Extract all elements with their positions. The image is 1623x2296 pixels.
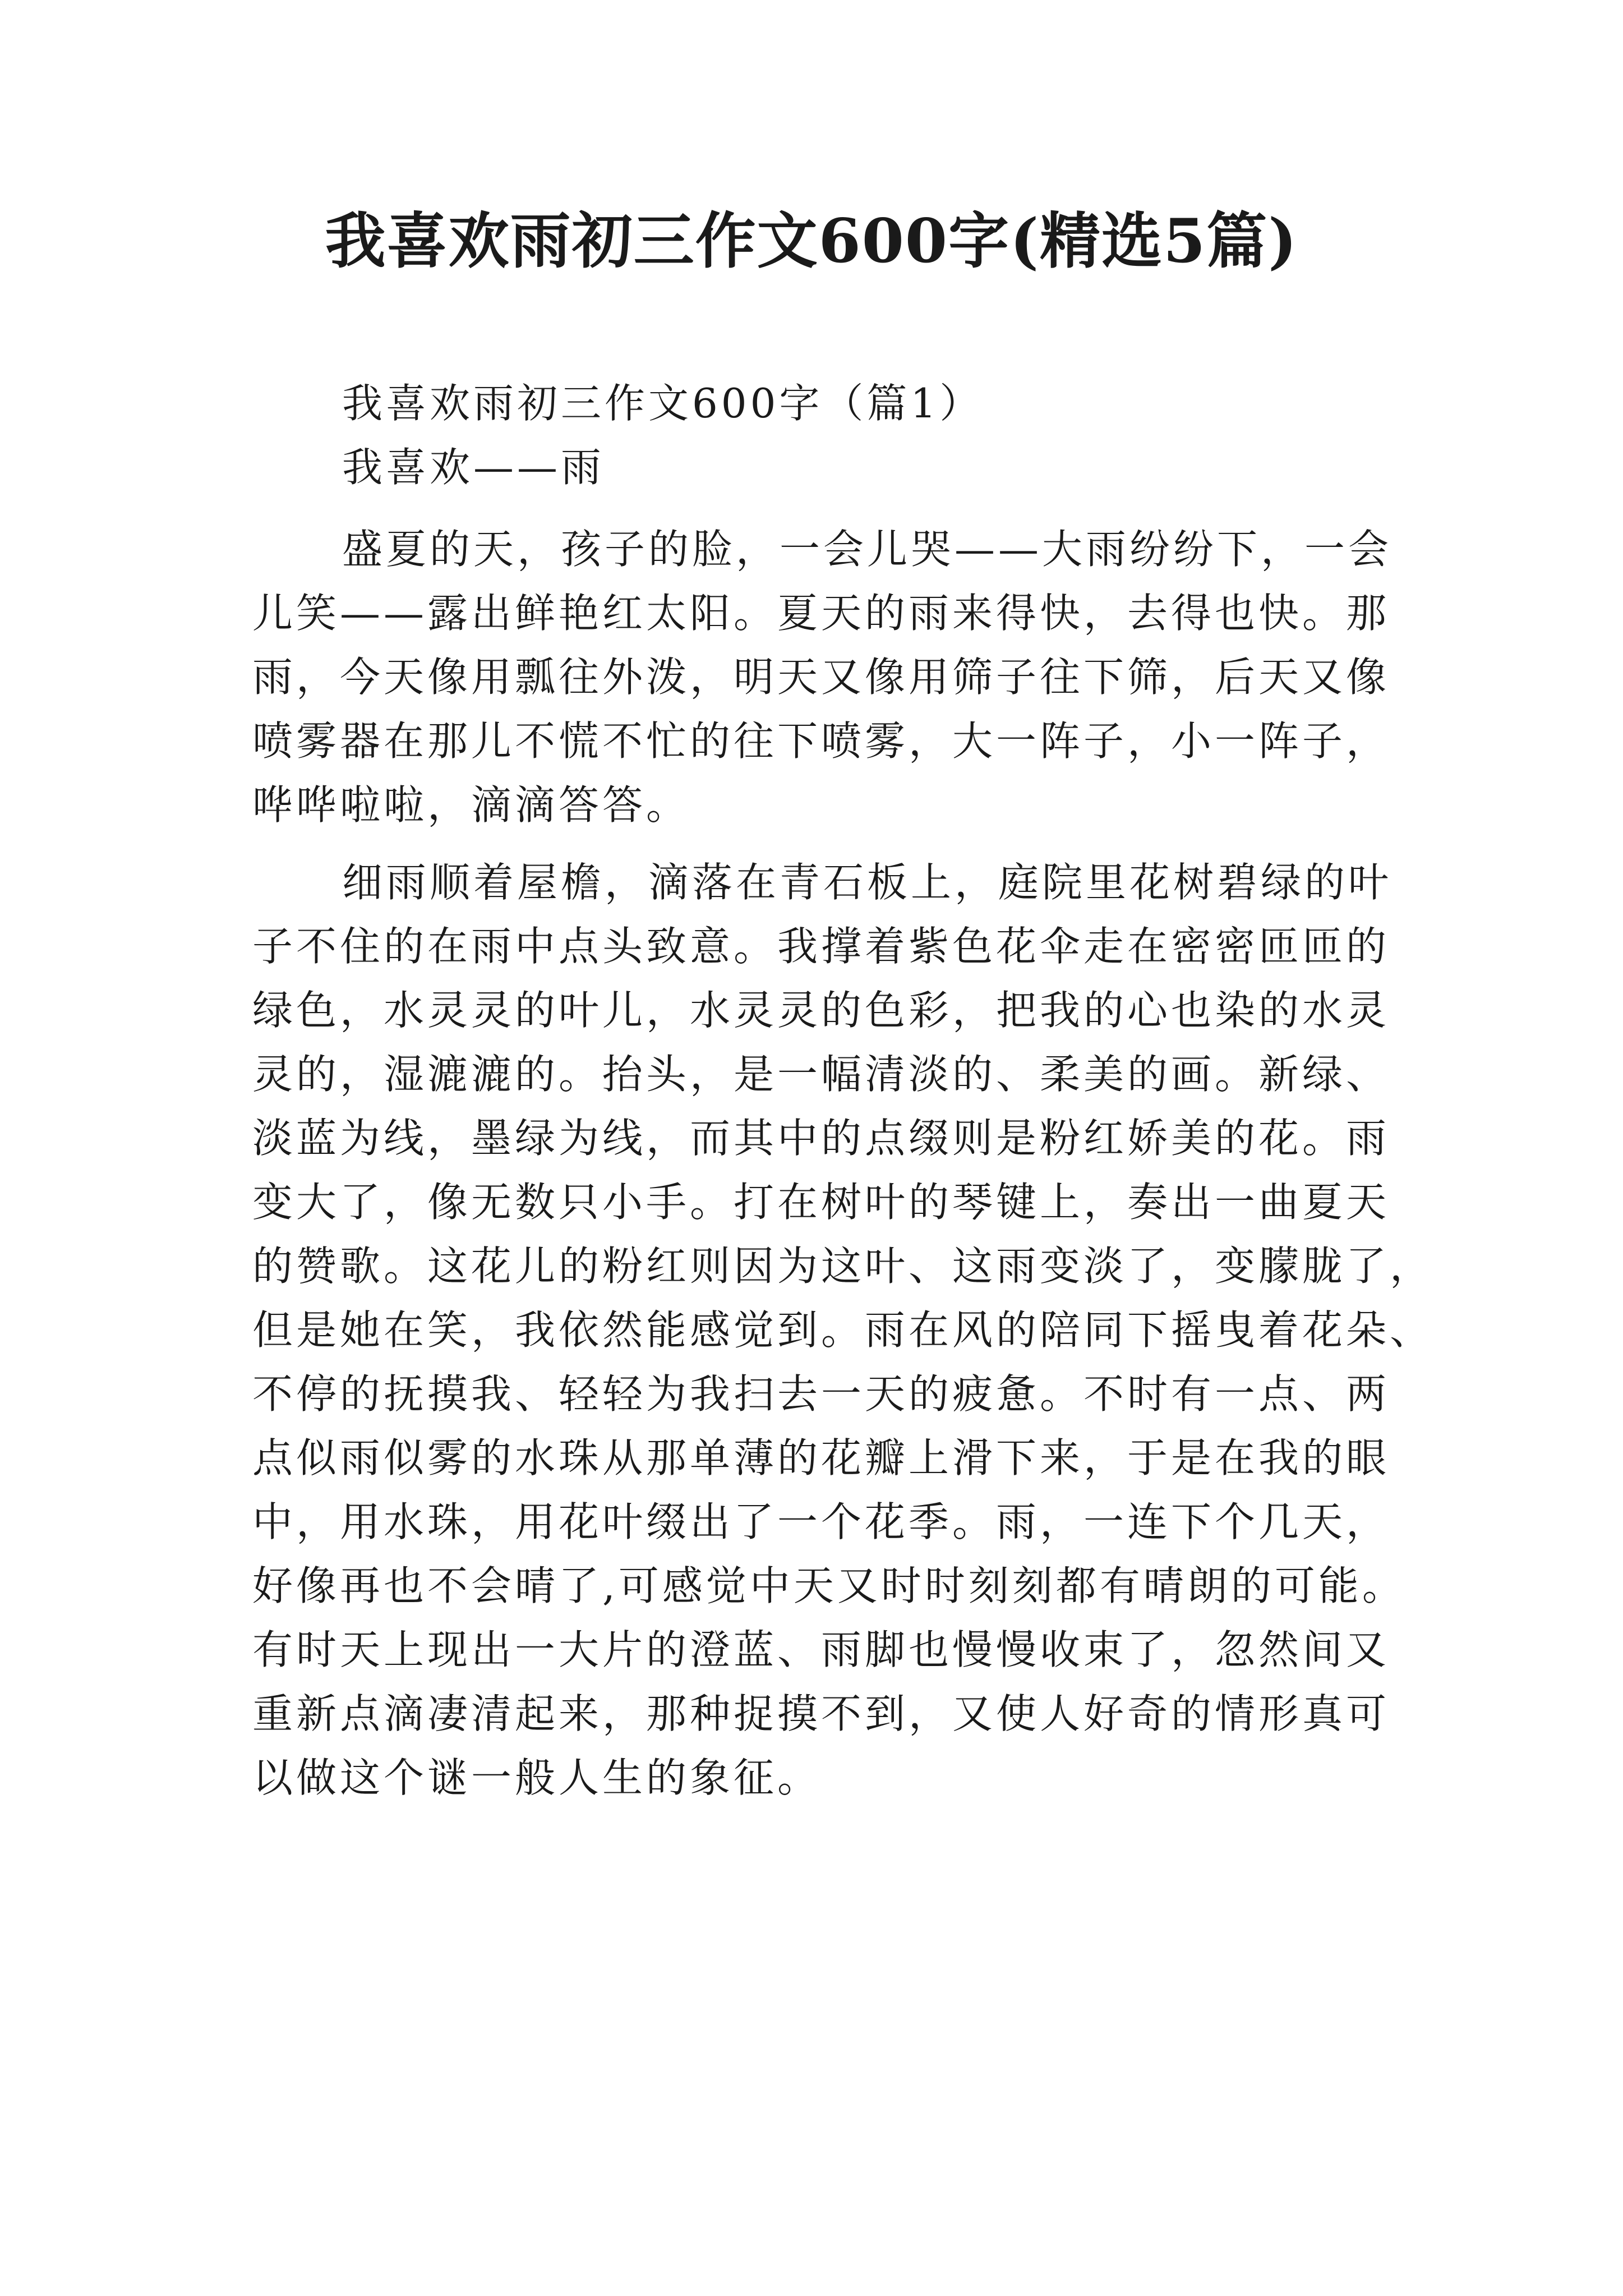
paragraph-line: 儿笑——露出鲜艳红太阳。夏天的雨来得快，去得也快。那 <box>252 590 1390 637</box>
paragraph-line: 灵的，湿漉漉的。抬头，是一幅清淡的、柔美的画。新绿、 <box>252 1051 1390 1098</box>
paragraph-line: 细雨顺着屋檐，滴落在青石板上，庭院里花树碧绿的叶 <box>342 859 1393 906</box>
document-body <box>252 371 1434 1810</box>
paragraph-line: 绿色，水灵灵的叶儿，水灵灵的色彩，把我的心也染的水灵 <box>252 987 1390 1034</box>
paragraph-line: 哗哗啦啦，滴滴答答。 <box>252 781 690 829</box>
spacer <box>252 499 1380 517</box>
paragraph-line: 淡蓝为线，墨绿为线，而其中的点缀则是粉红娇美的花。雨 <box>252 1115 1390 1162</box>
paragraph-line: 变大了，像无数只小手。打在树叶的琴键上，奏出一曲夏天 <box>252 1179 1390 1226</box>
paragraph-line: 但是她在笑，我依然能感觉到。雨在风的陪同下摇曳着花朵、 <box>252 1306 1434 1354</box>
paragraph-line: 点似雨似雾的水珠从那单薄的花瓣上滑下来，于是在我的眼 <box>252 1434 1390 1481</box>
essay-title: 我喜欢——雨 <box>342 444 605 491</box>
paragraph-2 <box>252 850 1434 1810</box>
paragraph-line: 雨，今天像用瓢往外泼，明天又像用筛子往下筛，后天又像 <box>252 654 1390 701</box>
paragraph-line: 有时天上现出一大片的澄蓝、雨脚也慢慢收束了，忽然间又 <box>252 1626 1390 1673</box>
paragraph-line: 以做这个谜一般人生的象征。 <box>252 1754 822 1801</box>
paragraph-line: 好像再也不会晴了,可感觉中天又时时刻刻都有晴朗的可能。 <box>252 1562 1406 1609</box>
paragraph-line: 喷雾器在那儿不慌不忙的往下喷雾，大一阵子，小一阵子， <box>252 717 1390 765</box>
paragraph-line: 的赞歌。这花儿的粉红则因为这叶、这雨变淡了，变朦胧了， <box>252 1243 1434 1290</box>
paragraph-1 <box>252 517 1393 837</box>
paragraph-line: 重新点滴凄清起来，那种捉摸不到，又使人好奇的情形真可 <box>252 1690 1390 1737</box>
document-title: 我喜欢雨初三作文600字(精选5篇) <box>325 206 1298 277</box>
spacer <box>252 837 1380 850</box>
paragraph-line: 子不住的在雨中点头致意。我撑着紫色花伞走在密密匝匝的 <box>252 923 1390 970</box>
paragraph-line: 中，用水珠，用花叶缀出了一个花季。雨，一连下个几天， <box>252 1498 1390 1545</box>
paragraph-line: 不停的抚摸我、轻轻为我扫去一天的疲惫。不时有一点、两 <box>252 1370 1390 1418</box>
section-heading: 我喜欢雨初三作文600字（篇1） <box>342 380 984 427</box>
paragraph-line: 盛夏的天，孩子的脸，一会儿哭——大雨纷纷下，一会 <box>342 526 1393 573</box>
